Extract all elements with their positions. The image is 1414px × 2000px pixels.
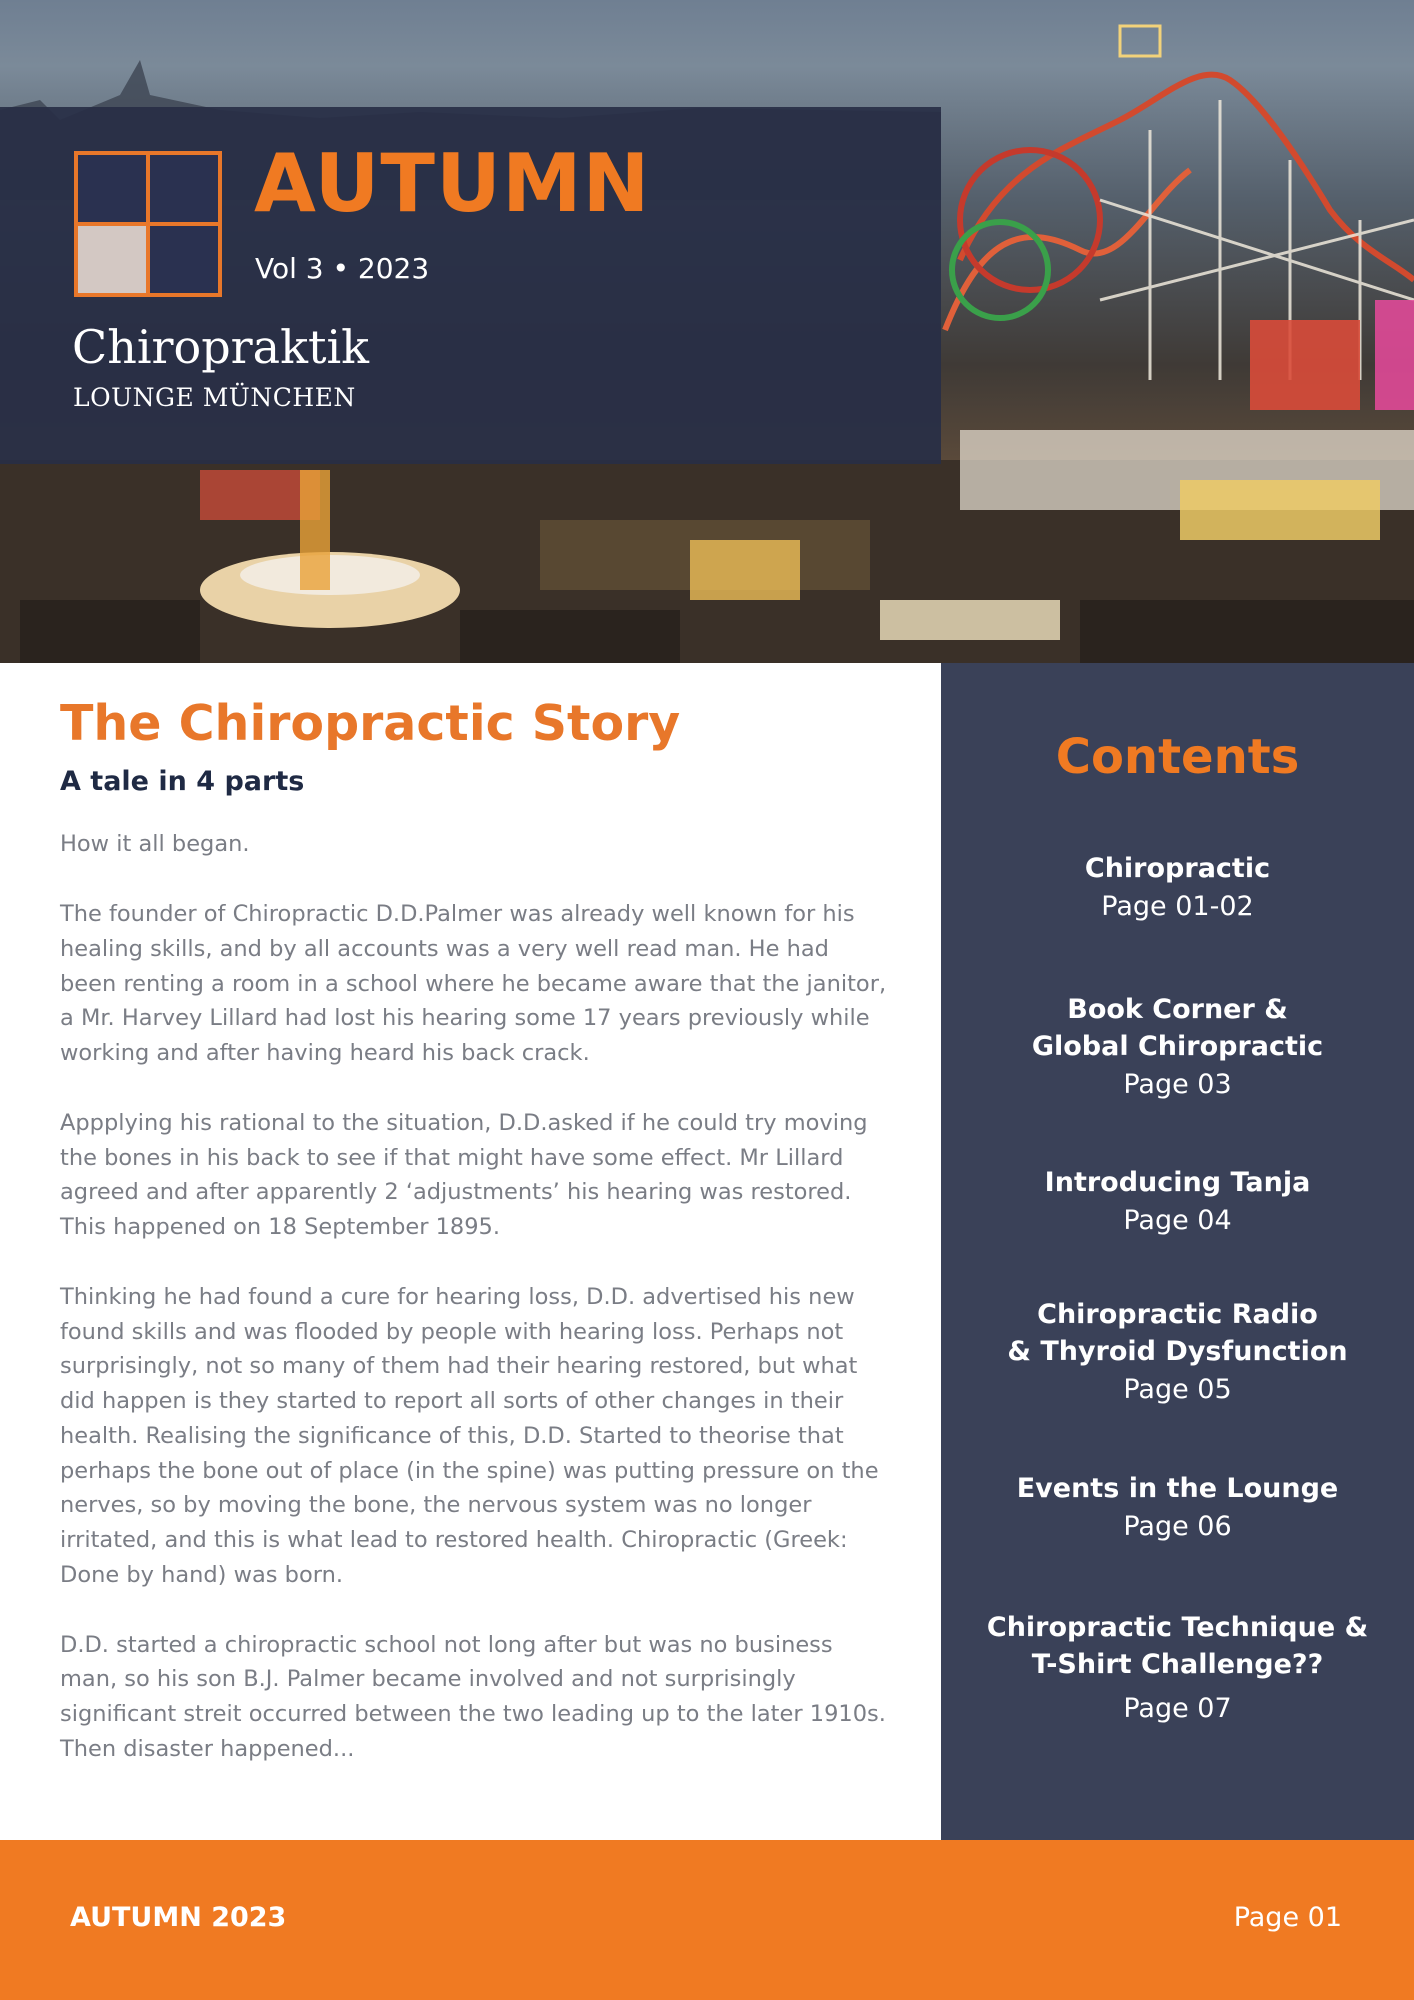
article-paragraph: D.D. started a chiropractic school not long after but was no business man, so his son B.J. Palmer became involved and not surprisingly significant streit occurred between the two leading up to the later 1910s. Then disaster happened... <box>60 1631 886 1763</box>
toc-item-title: Chiropractic <box>1084 853 1271 884</box>
contents-sidebar <box>941 663 1414 1840</box>
logo-square-highlight <box>78 226 146 293</box>
page-footer <box>0 1840 1414 2000</box>
article-paragraph: How it all began. <box>60 831 250 858</box>
toc-item-page: Page 06 <box>1123 1511 1232 1542</box>
toc-item-page: Page 01-02 <box>1101 891 1254 922</box>
toc-item-title: Events in the Lounge <box>1016 1473 1339 1504</box>
toc-item-page: Page 05 <box>1123 1374 1232 1405</box>
brand-location: LOUNGE MÜNCHEN <box>73 383 356 412</box>
toc-item-page: Page 04 <box>1123 1205 1232 1236</box>
toc-item[interactable] <box>941 1609 1414 1729</box>
toc-item-title: Introducing Tanja <box>1044 1167 1311 1198</box>
toc-item[interactable] <box>941 850 1414 927</box>
toc-item-page: Page 03 <box>1123 1069 1232 1100</box>
logo-grid-icon <box>74 151 222 297</box>
article <box>60 696 890 1767</box>
toc-item-title: Chiropractic Radio & Thyroid Dysfunction <box>1007 1299 1348 1367</box>
logo-square <box>78 155 146 222</box>
logo-square <box>150 226 218 293</box>
toc-item-title: Chiropractic Technique & T-Shirt Challenge?? <box>986 1612 1369 1680</box>
toc-item[interactable] <box>941 1164 1414 1241</box>
toc-item[interactable] <box>941 991 1414 1105</box>
toc-item[interactable] <box>941 1470 1414 1547</box>
volume-line: Vol 3 • 2023 <box>255 252 430 285</box>
logo-square <box>150 155 218 222</box>
article-paragraph: Thinking he had found a cure for hearing loss, D.D. advertised his new found skills and was flooded by people with hearing loss. Perhaps not surprisingly, not so many of them had their hearing restored, but what did happen is they started to report all sorts of other changes in their health. Realising the significance of this, D.D. Started to theorise that perhaps the bone out of place (in the spine) was putting pressure on the nerves, so by moving the bone, the nervous system was no longer irritated, and this is what lead to restored health. Chiropractic (Greek: Done by hand) was born. <box>60 1283 879 1589</box>
contents-heading: Contents <box>1055 729 1300 785</box>
brand-name: Chiropraktik <box>72 320 370 374</box>
article-subtitle: A tale in 4 parts <box>60 766 305 798</box>
toc-item[interactable] <box>941 1296 1414 1410</box>
footer-issue: AUTUMN 2023 <box>70 1902 287 1933</box>
toc-item-title: Book Corner & Global Chiropractic <box>1031 994 1324 1062</box>
issue-season-title: AUTUMN <box>254 137 651 230</box>
toc-item-page: Page 07 <box>1123 1693 1232 1724</box>
footer-page-number: Page 01 <box>1233 1902 1342 1933</box>
article-paragraph: The founder of Chiropractic D.D.Palmer was already well known for his healing skills, and by all accounts was a very well read man. He had been renting a room in a school where he became aware that the janitor, a Mr. Harvey Lillard had lost his hearing some 17 years previously while working and after having heard his back crack. <box>60 900 887 1067</box>
article-title: The Chiropractic Story <box>60 695 681 752</box>
article-paragraph: Appplying his rational to the situation, D.D.asked if he could try moving the bones in his back to see if that might have some effect. Mr Lillard agreed and after apparently 2 ‘adjustments’ his hearing was restored. This happened on 18 September 1895. <box>60 1109 868 1241</box>
